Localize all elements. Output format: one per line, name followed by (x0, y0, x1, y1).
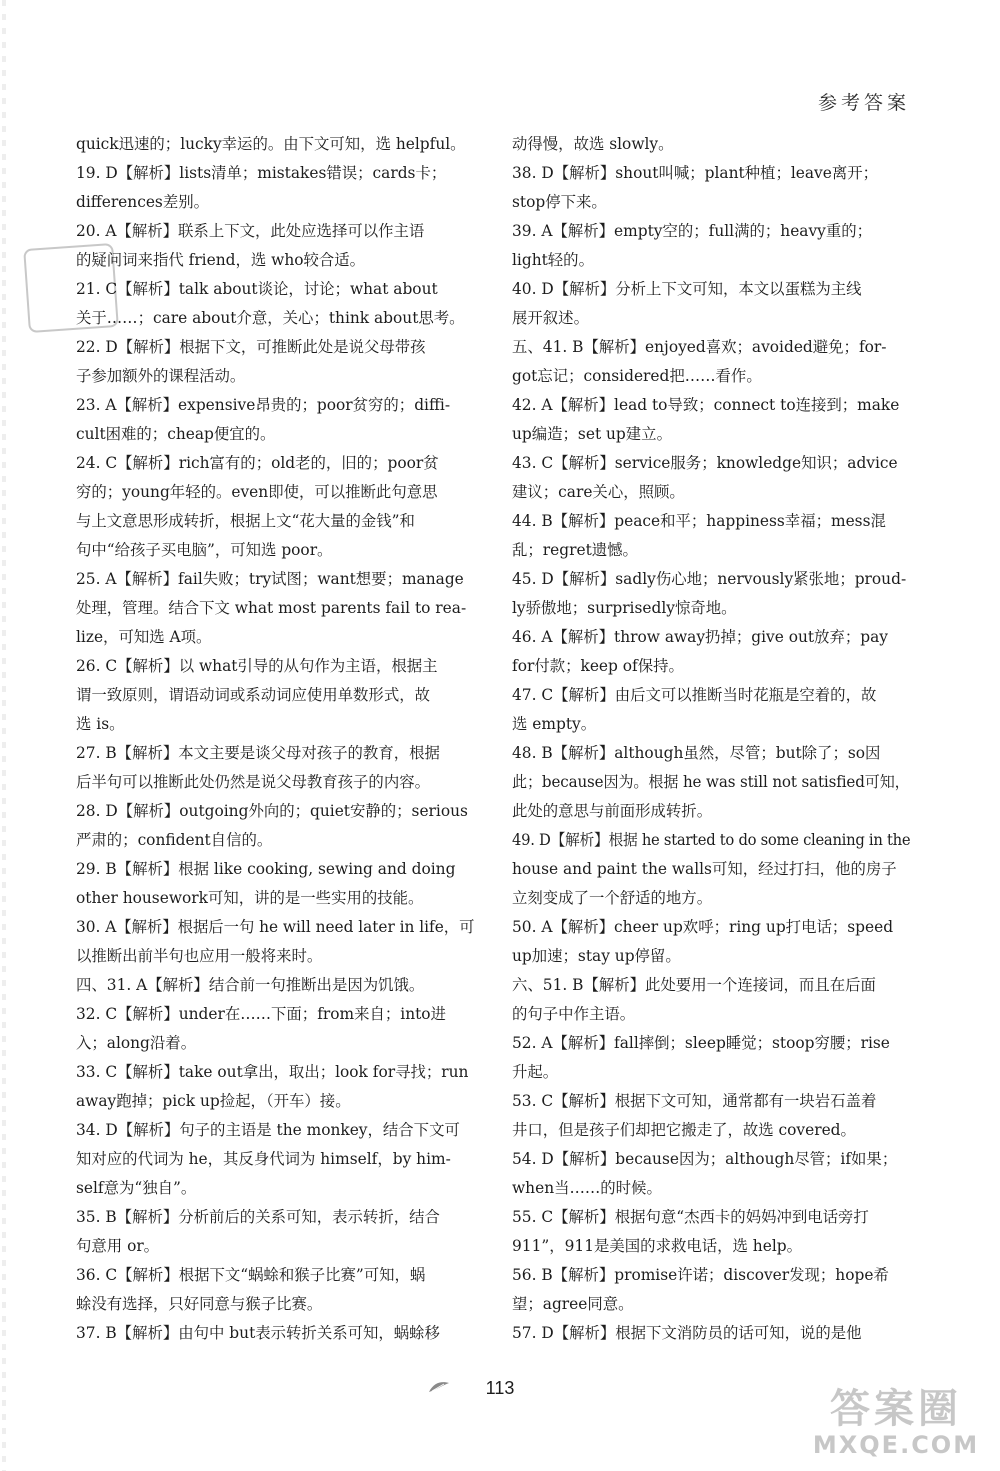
text-line: 40. D【解析】分析上下文可知，本文以蛋糕为主线 (512, 280, 862, 298)
left-column (76, 130, 474, 1348)
text-line: 36. C【解析】根据下文“蜗蜍和猴子比赛”可知，蜗 (76, 1266, 426, 1284)
text-line: light轻的。 (512, 251, 594, 269)
text-line: 乱；regret遗憾。 (512, 541, 638, 559)
text-line: 52. A【解析】fall摔倒；sleep睡觉；stoop穷腰；rise (512, 1034, 890, 1052)
text-line: got忘记；considered把……看作。 (512, 367, 762, 385)
watermark-url-text: MXQE.COM (812, 1431, 980, 1459)
text-line: 20. A【解析】联系上下文，此处应选择可以作主语 (76, 222, 425, 240)
text-line: 53. C【解析】根据下文可知，通常都有一块岩石盖着 (512, 1092, 877, 1110)
text-line: 49. D【解析】根据 he started to do some cleaning in the (512, 831, 911, 849)
text-line: 54. D【解析】because因为；although尽管；if如果； (512, 1150, 898, 1168)
watermark-main-text: 答案圈 (830, 1386, 962, 1432)
text-line: 23. A【解析】expensive昂贵的；poor贫穷的；diffi- (76, 396, 451, 414)
text-line: 蜍没有选择，只好同意与猴子比赛。 (76, 1295, 323, 1313)
text-line: 46. A【解析】throw away扔掉；give out放弃；pay (512, 628, 888, 646)
text-line: 19. D【解析】lists清单；mistakes错误；cards卡； (76, 164, 447, 182)
text-line: house and paint the walls可知，经过打扫，他的房子 (512, 860, 897, 878)
text-line: 32. C【解析】under在……下面；from来自；into进 (76, 1005, 446, 1023)
text-line: 的疑问词来指代 friend，选 who较合适。 (76, 251, 366, 269)
text-line: 穷的；young年轻的。even即使，可以推断此句意思 (76, 483, 438, 501)
text-line: 56. B【解析】promise许诺；discover发现；hope希 (512, 1266, 889, 1284)
text-line: for付款；keep of保持。 (512, 657, 684, 675)
text-line: 入；along沿着。 (76, 1034, 197, 1052)
text-line: 子参加额外的课程活动。 (76, 367, 246, 385)
text-line: 48. B【解析】although虽然，尽管；but除了；so因 (512, 744, 881, 762)
text-line: away跑掉；pick up捡起，（开车）接。 (76, 1092, 351, 1110)
text-line: stop停下来。 (512, 193, 607, 211)
text-line: 21. C【解析】talk about谈论，讨论；what about (76, 280, 438, 298)
text-line: 42. A【解析】lead to导致；connect to连接到；make (512, 396, 900, 414)
right-column (512, 130, 910, 1348)
page-number: 113 (485, 1378, 515, 1398)
text-line: ly骄傲地；surprisedly惊奇地。 (512, 599, 737, 617)
text-line: 动得慢，故选 slowly。 (512, 135, 674, 153)
text-line: 望；agree同意。 (512, 1295, 634, 1313)
text-line: 33. C【解析】take out拿出，取出；look for寻找；run (76, 1063, 469, 1081)
text-line: 55. C【解析】根据句意“杰西卡的妈妈冲到电话旁打 (512, 1208, 869, 1226)
text-line: 升起。 (512, 1063, 559, 1081)
text-line: 五、41. B【解析】enjoyed喜欢；avoided避免；for- (512, 338, 887, 356)
watermark-logo (806, 1387, 986, 1459)
text-line: quick迅速的；lucky幸运的。由下文可知，选 helpful。 (76, 135, 466, 153)
text-line: 立刻变成了一个舒适的地方。 (512, 889, 713, 907)
text-line: 44. B【解析】peace和平；happiness幸福；mess混 (512, 512, 886, 530)
text-line: 句意用 or。 (76, 1237, 160, 1255)
text-line: cult困难的；cheap便宜的。 (76, 425, 276, 443)
binding-edge-mark (2, 0, 6, 1471)
text-line: up加速；stay up停留。 (512, 947, 681, 965)
text-line: 34. D【解析】句子的主语是 the monkey，结合下文可 (76, 1121, 460, 1139)
text-line: other housework可知，讲的是一些实用的技能。 (76, 889, 424, 907)
text-line: 知对应的代词为 he，其反身代词为 himself，by him- (76, 1150, 451, 1168)
text-line: 此处的意思与前面形成转折。 (512, 802, 713, 820)
text-line: 57. D【解析】根据下文消防员的话可知，说的是他 (512, 1324, 862, 1342)
text-line: 30. A【解析】根据后一句 he will need later in life，可 (76, 918, 475, 936)
text-line: 22. D【解析】根据下文，可推断此处是说父母带孩 (76, 338, 426, 356)
text-line: 与上文意思形成转折，根据上文“花大量的金钱”和 (76, 512, 415, 530)
page-header-title: 参考答案 (817, 92, 910, 114)
text-line: 28. D【解析】outgoing外向的；quiet安静的；serious (76, 802, 468, 820)
text-line: 处理，管理。结合下文 what most parents fail to rea- (76, 599, 467, 617)
text-line: 35. B【解析】分析前后的关系可知，表示转折，结合 (76, 1208, 440, 1226)
text-line: 此；because因为。根据 he was still not satisfied可知， (512, 773, 910, 791)
text-line: 24. C【解析】rich富有的；old老的，旧的；poor贫 (76, 454, 439, 472)
text-line: 911”，911是美国的求救电话，选 help。 (512, 1237, 802, 1255)
text-line: up编造；set up建立。 (512, 425, 672, 443)
text-line: 27. B【解析】本文主要是谈父母对孩子的教育，根据 (76, 744, 440, 762)
text-line: 47. C【解析】由后文可以推断当时花瓶是空着的，故 (512, 686, 877, 704)
text-line: 句中“给孩子买电脑”，可知选 poor。 (76, 541, 333, 559)
text-line: 以推断出前半句也应用一般将来时。 (76, 947, 323, 965)
text-line: 50. A【解析】cheer up欢呼；ring up打电话；speed (512, 918, 894, 936)
text-line: 四、31. A【解析】结合前一句推断出是因为饥饿。 (76, 976, 425, 994)
text-line: self意为“独自”。 (76, 1179, 197, 1197)
text-line: 26. C【解析】以 what引导的从句作为主语，根据主 (76, 657, 438, 675)
text-line: 37. B【解析】由句中 but表示转折关系可知，蜗蜍移 (76, 1324, 440, 1342)
text-line: 45. D【解析】sadly伤心地；nervously紧张地；proud- (512, 570, 907, 588)
text-line: 的句子中作主语。 (512, 1005, 636, 1023)
text-line: 25. A【解析】fail失败；try试图；want想要；manage (76, 570, 464, 588)
text-line: 六、51. B【解析】此处要用一个连接词，而且在后面 (512, 976, 876, 994)
text-line: 38. D【解析】shout叫喊；plant种植；leave离开； (512, 164, 879, 182)
text-line: 建议；care关心，照顾。 (512, 483, 685, 501)
text-line: 谓一致原则，谓语动词或系动词应使用单数形式，故 (76, 686, 430, 704)
text-line: 选 empty。 (512, 715, 597, 733)
text-line: 展开叙述。 (512, 309, 589, 327)
text-line: lize，可知选 A项。 (76, 628, 212, 646)
text-line: 严肃的；confident自信的。 (76, 831, 273, 849)
text-line: 29. B【解析】根据 like cooking, sewing and doing (76, 860, 456, 878)
text-line: 后半句可以推断此处仍然是说父母教育孩子的内容。 (76, 773, 430, 791)
text-line: 39. A【解析】empty空的；full满的；heavy重的； (512, 222, 873, 240)
text-line: 选 is。 (76, 715, 125, 733)
text-line: when当……的时候。 (512, 1179, 662, 1197)
text-line: 43. C【解析】service服务；knowledge知识；advice (512, 454, 898, 472)
text-line: 井口，但是孩子们却把它搬走了，故选 covered。 (512, 1121, 856, 1139)
text-line: differences差别。 (76, 193, 209, 211)
text-line: 关于……；care about介意，关心；think about思考。 (76, 309, 465, 327)
